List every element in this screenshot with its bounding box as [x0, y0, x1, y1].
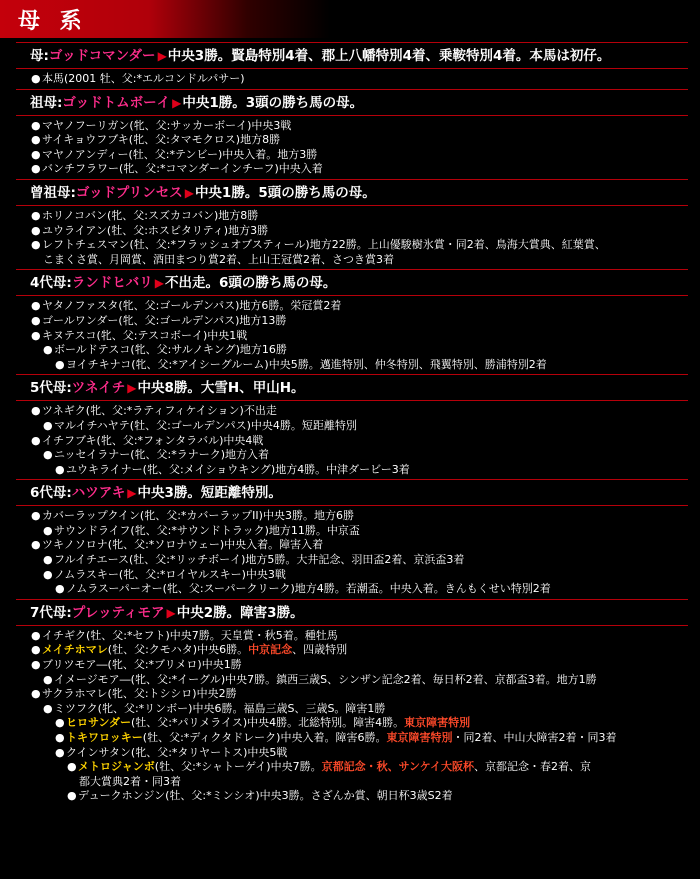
bullet-icon: ● — [43, 701, 53, 715]
mare-record: 中央3勝。短距離特別。 — [137, 485, 282, 502]
bullet-icon: ● — [31, 133, 41, 147]
graded-race-name: 東京障害特別 — [404, 716, 471, 730]
offspring-list — [16, 404, 688, 477]
mare-record: 中央2勝。障害3勝。 — [176, 604, 304, 621]
bullet-icon: ● — [43, 418, 53, 432]
offspring-item — [31, 224, 688, 239]
offspring-text: マヤノフーリガン(牝、父:サッカーボーイ)中央3戦 — [42, 118, 292, 132]
offspring-item — [31, 133, 688, 148]
mare-name: ゴッドコマンダー — [48, 48, 156, 64]
offspring-text: マヤノアンディー(牡、父:*テンビー)中央入着。地方3勝 — [42, 147, 318, 161]
generation-header — [16, 603, 688, 623]
bullet-icon: ● — [31, 328, 41, 342]
offspring-item — [31, 568, 688, 583]
offspring-text: バンチフラワー(牝、父:*コマンダーインチーフ)中央入着 — [42, 162, 323, 176]
offspring-text: マルイチハヤテ(牡、父:ゴールデンパス)中央4勝。短距離特別 — [54, 418, 357, 432]
triangle-arrow-icon: ▶ — [127, 486, 137, 501]
triangle-arrow-icon: ▶ — [172, 95, 182, 110]
offspring-text: ノムラスキー(牝、父:*ロイヤルスキー)中央3戦 — [54, 567, 286, 581]
divider — [16, 115, 688, 116]
generation-label: 5代母: — [30, 380, 72, 397]
offspring-text: ゴールワンダー(牝、父:ゴールデンパス)地方13勝 — [42, 313, 287, 327]
offspring-list — [16, 299, 688, 372]
bullet-icon: ● — [31, 72, 41, 85]
bullet-icon: ● — [31, 208, 41, 222]
bullet-icon: ● — [31, 299, 41, 313]
divider — [16, 269, 688, 270]
mare-record: 中央8勝。大雪H、甲山H。 — [137, 380, 305, 397]
bullet-icon: ● — [43, 567, 53, 581]
maternal-line-list — [16, 40, 688, 804]
mare-name: ツネイチ — [71, 380, 126, 397]
stakes-winner-name: メトロジャンボ — [78, 760, 155, 774]
offspring-text: 、四歳特別 — [292, 643, 348, 657]
offspring-item — [31, 553, 688, 568]
generation-header — [16, 378, 688, 398]
triangle-arrow-icon: ▶ — [127, 381, 137, 396]
offspring-item — [31, 72, 688, 87]
section-title-bar — [0, 0, 330, 38]
bullet-icon: ● — [31, 404, 41, 418]
generation-block — [16, 179, 688, 267]
offspring-text: こまくさ賞、月岡賞、酒田まつり賞2着、上山王冠賞2着、さつき賞3着 — [43, 252, 394, 266]
mare-name: プレッティモア — [71, 604, 165, 621]
offspring-item — [31, 643, 688, 658]
offspring-item — [31, 538, 688, 553]
offspring-text: ブリツモア―(牝、父:*ブリメロ)中央1勝 — [42, 658, 242, 672]
offspring-item — [31, 789, 688, 804]
generation-block — [16, 599, 688, 804]
offspring-item — [31, 329, 688, 344]
divider — [16, 400, 688, 401]
offspring-item — [31, 463, 688, 478]
bullet-icon: ● — [55, 582, 65, 596]
offspring-text: フルイチエース(牡、父:*リッチボーイ)地方5勝。大井記念、羽田盃2着、京浜盃3着 — [54, 553, 465, 567]
offspring-text: イチギク(牡、父:*セフト)中央7勝。天皇賞・秋5着。種牡馬 — [42, 628, 338, 642]
offspring-list — [16, 209, 688, 267]
offspring-text: ヨイチキナコ(牝、父:*アイシーグルーム)中央5勝。邁進特別、仲冬特別、飛翼特別、勝浦特別2着 — [66, 357, 547, 371]
offspring-text: (牡、父:*ディクタドレーク)中央入着。障害6勝。 — [142, 731, 387, 744]
bullet-icon: ● — [31, 118, 41, 132]
offspring-item — [31, 119, 688, 134]
bullet-icon: ● — [55, 716, 65, 730]
triangle-arrow-icon: ▶ — [166, 605, 176, 620]
offspring-item — [31, 404, 688, 419]
offspring-text: デュークホンジン(牡、父:*ミンシオ)中央3勝。さざんか賞、朝日杯3歳S2着 — [78, 789, 453, 803]
offspring-text: ユウライアン(牡、父:ホスピタリティ)地方3勝 — [42, 223, 269, 237]
offspring-item — [31, 343, 688, 358]
bullet-icon: ● — [55, 357, 65, 371]
generation-label: 曾祖母: — [30, 184, 76, 201]
offspring-text: ・同2着、中山大障害2着・同3着 — [452, 731, 617, 744]
offspring-text: (牡、父:*シャトーゲイ)中央7勝。 — [154, 760, 322, 774]
offspring-item — [31, 148, 688, 163]
offspring-list — [16, 72, 688, 87]
stakes-winner-name: メイチホマレ — [42, 643, 108, 657]
generation-header — [16, 273, 688, 293]
mare-name: ゴッドトムボーイ — [62, 94, 171, 111]
triangle-arrow-icon: ▶ — [184, 185, 194, 200]
offspring-item — [31, 687, 688, 702]
graded-race-name: 中京記念 — [248, 643, 293, 657]
offspring-item — [31, 299, 688, 314]
offspring-text: 本馬(2001 牡、父:*エルコンドルパサー) — [42, 72, 245, 85]
offspring-item — [31, 448, 688, 463]
offspring-item — [31, 419, 688, 434]
divider — [16, 68, 688, 69]
offspring-text: キヌテスコ(牝、父:テスコボーイ)中央1戦 — [42, 328, 248, 342]
offspring-item — [31, 746, 688, 761]
offspring-text: ユウキライナー(牝、父:メイショウキング)地方4勝。中津ダービー3着 — [66, 462, 410, 476]
bullet-icon: ● — [31, 238, 41, 252]
generation-header — [16, 183, 688, 203]
mare-record: 中央1勝。3頭の勝ち馬の母。 — [182, 94, 364, 111]
stakes-winner-name: トキワロッキー — [66, 731, 143, 744]
offspring-item — [31, 162, 688, 177]
offspring-item — [31, 434, 688, 449]
offspring-item — [31, 716, 688, 731]
offspring-item — [31, 314, 688, 329]
graded-race-name: 東京障害特別 — [386, 731, 453, 744]
divider — [16, 295, 688, 296]
offspring-text: クインサタン(牝、父:*タリヤートス)中央5戦 — [66, 745, 288, 759]
bullet-icon: ● — [43, 448, 53, 462]
divider — [16, 599, 688, 600]
offspring-text: サウンドライフ(牝、父:*サウンドトラック)地方11勝。中京盃 — [54, 523, 360, 537]
offspring-text: ツネギク(牝、父:*ラティフィケイション)不出走 — [42, 404, 277, 418]
mare-record: 不出走。6頭の勝ち馬の母。 — [165, 275, 337, 292]
bullet-icon: ● — [31, 509, 41, 523]
bullet-icon: ● — [31, 162, 41, 176]
bullet-icon: ● — [31, 643, 41, 657]
offspring-text: レフトチェスマン(牡、父:*フラッシュオブスティール)地方22勝。上山優駿樹氷賞・同2着、鳥海大賞典、紅葉賞、 — [42, 238, 606, 252]
bullet-icon: ● — [43, 553, 53, 567]
bullet-icon: ● — [31, 538, 41, 552]
bullet-icon: ● — [31, 628, 41, 642]
bullet-icon: ● — [67, 789, 77, 803]
divider — [16, 479, 688, 480]
bullet-icon: ● — [31, 313, 41, 327]
offspring-text: ツキノソロナ(牝、父:*ソロナウェー)中央入着。障害入着 — [42, 538, 324, 552]
offspring-text: カバーラップクイン(牝、父:*カバーラップII)中央3勝。地方6勝 — [42, 509, 354, 523]
bullet-icon: ● — [43, 343, 53, 357]
offspring-item — [31, 731, 688, 746]
generation-block — [16, 89, 688, 177]
generation-block — [16, 479, 688, 597]
offspring-item — [31, 629, 688, 644]
offspring-text: (牡、父:*パリメライス)中央4勝。北総特別。障害4勝。 — [131, 716, 405, 730]
generation-label: 7代母: — [30, 604, 72, 621]
bullet-icon: ● — [55, 731, 65, 744]
offspring-list — [16, 509, 688, 597]
offspring-text: ヤタノファスタ(牝、父:ゴールデンパス)地方6勝。栄冠賞2着 — [42, 299, 342, 313]
offspring-item — [31, 673, 688, 688]
mare-record: 中央3勝。賢島特別4着、郡上八幡特別4着、乗鞍特別4着。本馬は初仔。 — [167, 48, 611, 64]
generation-header — [16, 46, 688, 66]
offspring-text: ノムラスーパーオー(牝、父:スーパークリーク)地方4勝。若潮盃。中央入着。きんもくせい特別2着 — [66, 582, 551, 596]
offspring-item — [31, 509, 688, 524]
offspring-text: ボールドテスコ(牝、父:サルノキング)地方16勝 — [54, 343, 287, 357]
triangle-arrow-icon: ▶ — [157, 49, 167, 63]
offspring-text: (牡、父:クモハタ)中央6勝。 — [107, 643, 249, 657]
offspring-text: 都大賞典2着・同3着 — [79, 774, 181, 788]
offspring-text: イチフブキ(牝、父:*フォンタラバル)中央4戦 — [42, 433, 264, 447]
offspring-text: ミツフク(牝、父:*リンボー)中央6勝。福島三歳S、三歳S。障害1勝 — [54, 701, 386, 715]
offspring-item — [31, 238, 688, 253]
offspring-item — [31, 760, 688, 775]
offspring-item-continued — [31, 253, 688, 268]
offspring-text: ホリノコバン(牝、父:スズカコバン)地方8勝 — [42, 208, 259, 222]
offspring-item — [31, 658, 688, 673]
bullet-icon: ● — [31, 433, 41, 447]
bullet-icon: ● — [31, 147, 41, 161]
bullet-icon: ● — [55, 462, 65, 476]
divider — [16, 625, 688, 626]
section-title: 母 系 — [18, 9, 88, 34]
offspring-item — [31, 702, 688, 717]
offspring-list — [16, 119, 688, 177]
generation-label: 4代母: — [30, 275, 72, 292]
offspring-text: 、京都記念・春2着、京 — [474, 760, 592, 774]
offspring-text: サイキョウフブキ(牝、父:タマモクロス)地方8勝 — [42, 133, 281, 147]
bullet-icon: ● — [31, 687, 41, 701]
offspring-item — [31, 209, 688, 224]
divider — [16, 374, 688, 375]
generation-label: 母: — [30, 48, 49, 64]
generation-label: 6代母: — [30, 485, 72, 502]
generation-block — [16, 42, 688, 87]
divider — [16, 205, 688, 206]
bullet-icon: ● — [43, 523, 53, 537]
generation-block — [16, 269, 688, 372]
offspring-text: ニッセイラナー(牝、父:*ラナーク)地方入着 — [54, 448, 270, 462]
generation-header — [16, 483, 688, 503]
mare-name: ハツアキ — [71, 485, 126, 502]
offspring-item-continued — [31, 775, 688, 790]
mare-name: ランドヒバリ — [71, 275, 153, 292]
triangle-arrow-icon: ▶ — [154, 276, 165, 291]
divider — [16, 89, 688, 90]
divider — [16, 179, 688, 180]
generation-label: 祖母: — [30, 94, 63, 111]
offspring-list — [16, 629, 688, 804]
generation-header — [16, 93, 688, 113]
offspring-item — [31, 524, 688, 539]
bullet-icon: ● — [31, 658, 41, 672]
mare-name: ゴッドプリンセス — [75, 184, 183, 201]
divider — [16, 42, 688, 43]
offspring-text: サクラホマレ(牝、父:トシシロ)中央2勝 — [42, 687, 237, 701]
mare-record: 中央1勝。5頭の勝ち馬の母。 — [194, 184, 376, 201]
offspring-item — [31, 358, 688, 373]
offspring-item — [31, 582, 688, 597]
bullet-icon: ● — [67, 760, 77, 774]
divider — [16, 505, 688, 506]
stakes-winner-name: ヒロサンダー — [66, 716, 132, 730]
bullet-icon: ● — [31, 223, 41, 237]
generation-block — [16, 374, 688, 477]
bullet-icon: ● — [43, 672, 53, 686]
bullet-icon: ● — [55, 745, 65, 759]
offspring-text: イメージモア―(牝、父:*イーグル)中央7勝。鎮西三歳S、シンザン記念2着、毎日杯2着、京都盃3着。地方1勝 — [54, 672, 597, 686]
graded-race-name: 京都記念・秋、サンケイ大阪杯 — [321, 760, 475, 774]
